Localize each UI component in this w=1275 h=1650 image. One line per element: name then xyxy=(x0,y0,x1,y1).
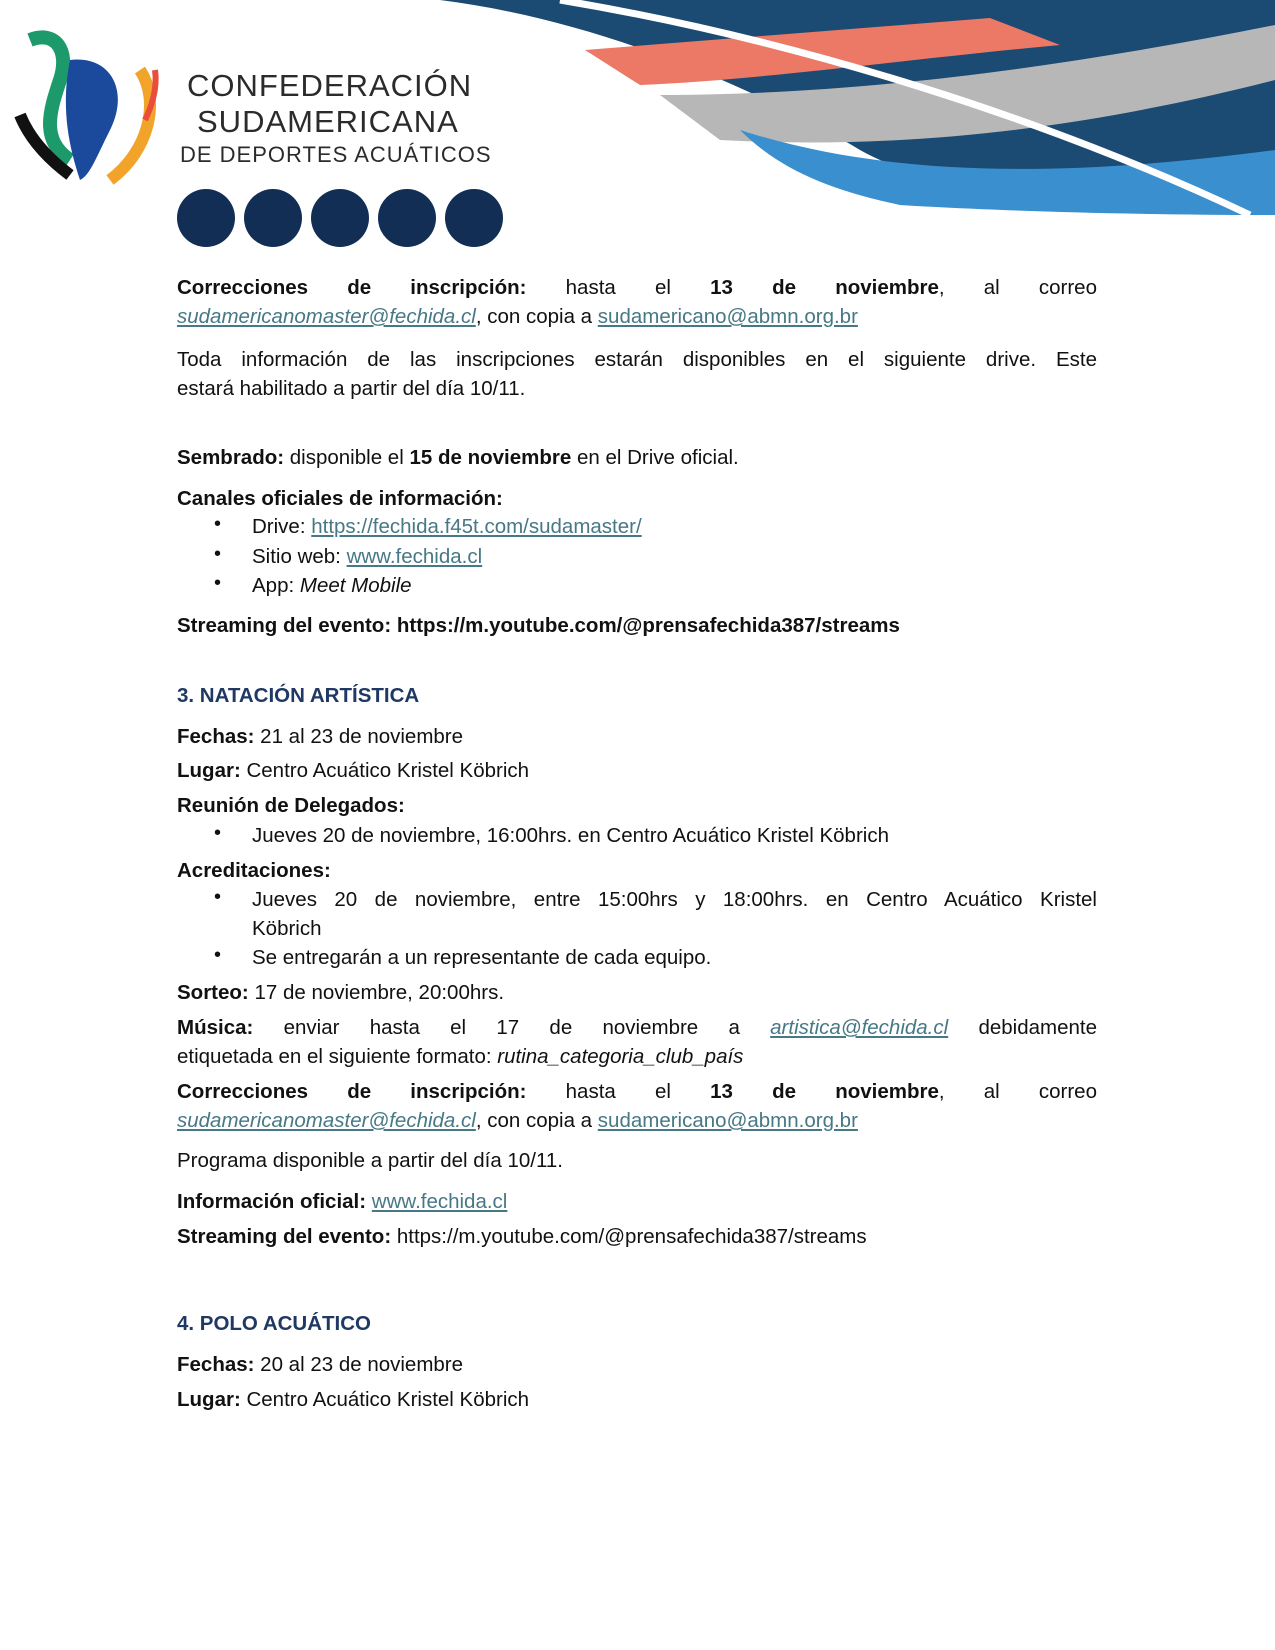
logo-line-2: SUDAMERICANA xyxy=(197,104,459,139)
s3-corrections-line1: Correcciones de inscripción: hasta el 13 de noviembre, al correo xyxy=(177,1080,1097,1103)
bullet-icon: • xyxy=(214,572,222,594)
s3-fechas: Fechas: 21 al 23 de noviembre xyxy=(177,725,464,748)
s3-programa: Programa disponible a partir del día 10/11. xyxy=(177,1149,563,1172)
logo-line-1: CONFEDERACIÓN xyxy=(187,68,473,103)
email-link[interactable]: sudamericanomaster@fechida.cl xyxy=(177,1109,476,1132)
s3-streaming: Streaming del evento: https://m.youtube.com/@prensafechida387/streams xyxy=(177,1225,867,1248)
s3-acred-label: Acreditaciones: xyxy=(177,859,331,882)
s3-lugar: Lugar: Centro Acuático Kristel Köbrich xyxy=(177,759,530,782)
text: , al correo xyxy=(938,276,1097,299)
corrections-line2 xyxy=(177,302,1097,332)
s3-reunion-item: Jueves 20 de noviembre, 16:00hrs. en Centro Acuático Kristel Köbrich xyxy=(252,824,889,847)
section-4-heading: 4. POLO ACUÁTICO xyxy=(177,1312,371,1335)
email-link[interactable]: artistica@fechida.cl xyxy=(770,1016,949,1039)
s3-sorteo: Sorteo: 17 de noviembre, 20:00hrs. xyxy=(177,981,505,1004)
s3-info: Información oficial: www.fechida.cl xyxy=(177,1190,508,1213)
logo-splash-icon xyxy=(20,37,156,180)
s3-musica-line2: etiquetada en el siguiente formato: rutina_categoria_club_país xyxy=(177,1045,744,1068)
channel-app: App: Meet Mobile xyxy=(252,574,412,597)
section-3-heading: 3. NATACIÓN ARTÍSTICA xyxy=(177,684,420,707)
bullet-icon: • xyxy=(214,543,222,565)
label: Correcciones de inscripción: xyxy=(177,276,527,299)
s3-acred-item2: Se entregarán a un representante de cada equipo. xyxy=(252,946,712,969)
s3-corrections-line2: sudamericanomaster@fechida.cl, con copia a sudamericano@abmn.org.br xyxy=(177,1109,858,1132)
s3-musica-line1: Música: enviar hasta el 17 de noviembre a artistica@fechida.cl debidamente xyxy=(177,1016,1097,1039)
drive-info-line2: estará habilitado a partir del día 10/11. xyxy=(177,377,526,400)
channels-label: Canales oficiales de información: xyxy=(177,487,503,510)
text: hasta el xyxy=(526,276,711,299)
s3-acred-item1-cont: Köbrich xyxy=(252,917,322,940)
s4-lugar: Lugar: Centro Acuático Kristel Köbrich xyxy=(177,1388,530,1411)
streaming-1: Streaming del evento: https://m.youtube.com/@prensafechida387/streams xyxy=(177,614,900,637)
drive-link[interactable]: https://fechida.f45t.com/sudamaster/ xyxy=(311,515,642,538)
logo-line-3: DE DEPORTES ACUÁTICOS xyxy=(180,142,492,167)
text: , con copia a xyxy=(475,305,598,328)
email-link[interactable]: sudamericanomaster@fechida.cl xyxy=(177,305,476,328)
s4-fechas: Fechas: 20 al 23 de noviembre xyxy=(177,1353,464,1376)
web-link[interactable]: www.fechida.cl xyxy=(371,1190,508,1213)
corrections-line1 xyxy=(177,273,1097,303)
header-banner xyxy=(0,0,1275,250)
bullet-icon: • xyxy=(214,513,222,535)
date: 13 de noviembre xyxy=(710,276,939,299)
drive-info-line1: Toda información de las inscripciones estarán disponibles en el siguiente drive. Este xyxy=(177,348,1097,371)
s3-acred-item1: Jueves 20 de noviembre, entre 15:00hrs y 18:00hrs. en Centro Acuático Kristel xyxy=(252,888,1097,911)
sport-icons xyxy=(177,189,503,247)
email-link[interactable]: sudamericano@abmn.org.br xyxy=(597,1109,858,1132)
web-link[interactable]: www.fechida.cl xyxy=(346,545,483,568)
channel-web: Sitio web: www.fechida.cl xyxy=(252,545,483,568)
bullet-icon: • xyxy=(214,822,222,844)
bullet-icon: • xyxy=(214,944,222,966)
s3-reunion-label: Reunión de Delegados: xyxy=(177,794,405,817)
bullet-icon: • xyxy=(214,886,222,908)
email-link[interactable]: sudamericano@abmn.org.br xyxy=(597,305,858,328)
channel-drive: Drive: https://fechida.f45t.com/sudamaster/ xyxy=(252,515,642,538)
sembrado: Sembrado: disponible el 15 de noviembre en el Drive oficial. xyxy=(177,446,739,469)
